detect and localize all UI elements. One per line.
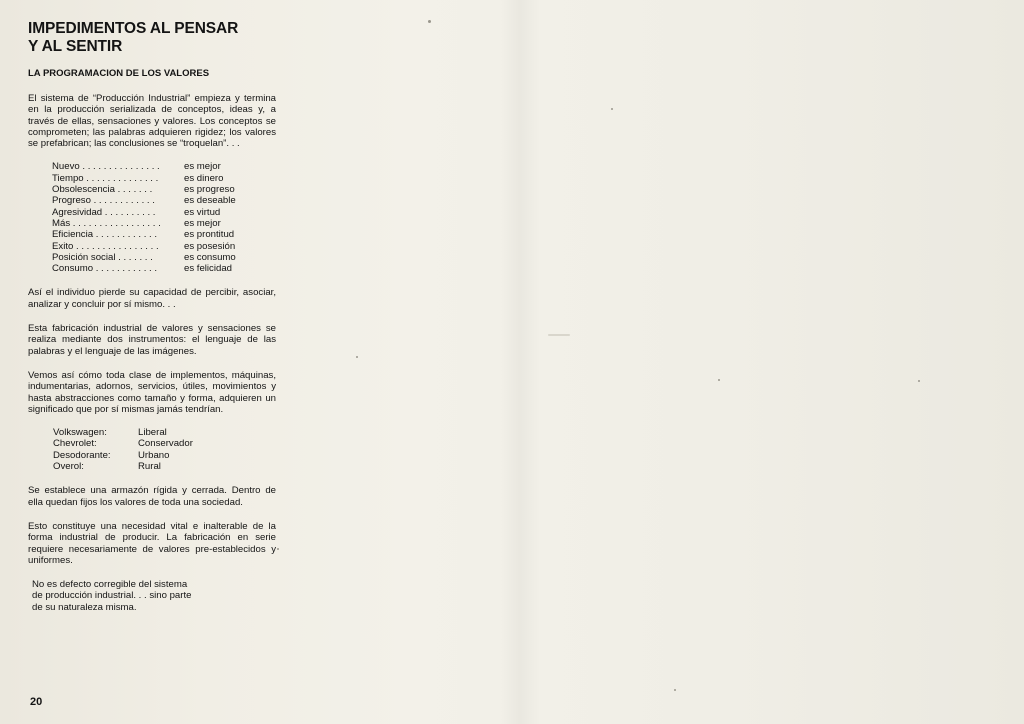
paper-speck [611,108,613,110]
closing-line: de su naturaleza misma. [32,601,137,613]
value-term: Obsolescencia . . . . . . . [52,184,153,196]
values-row [52,195,236,206]
brand-name: Overol: [53,461,84,473]
value-meaning: es felicidad [184,263,232,275]
value-term: Nuevo . . . . . . . . . . . . . . . [52,161,160,173]
closing-line: de producción industrial. . . sino parte [32,590,192,602]
values-row [52,207,236,218]
brands-row [53,450,193,461]
values-list [52,161,236,274]
value-term: Posición social . . . . . . . [52,251,153,263]
value-term: Agresividad . . . . . . . . . . [52,206,156,218]
value-term: Consumo . . . . . . . . . . . . [52,263,158,275]
intro-paragraph: El sistema de “Producción Industrial” empieza y termina en la producción serializada de conceptos, ideas y, a través de ellas, sensaciones y valores. Los conceptos se comprometen; las palabras adquieren rigidez; los valores se prefabrican; las conclusiones se “troquelan”. . . [28,93,276,150]
paper-speck [356,356,358,358]
value-meaning: es consumo [184,251,236,263]
values-row [52,218,236,229]
values-row [52,184,236,195]
brands-row [53,427,193,438]
paper-speck [674,689,676,691]
page-number: 20 [30,696,43,708]
value-meaning: es virtud [184,206,221,218]
values-row [52,161,236,172]
values-row [52,241,236,252]
article-column [28,20,276,613]
values-row [52,229,236,240]
value-meaning: es deseable [184,195,236,207]
value-meaning: es prontitud [184,229,235,241]
brand-name: Volkswagen: [53,427,107,439]
brand-label: Conservador [138,438,193,450]
article-title-line: IMPEDIMENTOS AL PENSAR [28,20,239,37]
paper-speck [718,379,720,381]
value-meaning: es mejor [184,217,221,229]
section-subtitle: LA PROGRAMACION DE LOS VALORES [28,68,210,79]
brands-list [53,427,193,472]
value-meaning: es posesión [184,240,236,252]
value-term: Exito . . . . . . . . . . . . . . . . [52,240,159,252]
brand-label: Urbano [138,449,170,461]
paper-speck [918,380,920,382]
brand-name: Desodorante: [53,449,111,461]
value-meaning: es dinero [184,172,224,184]
values-row [52,173,236,184]
value-term: Progreso . . . . . . . . . . . . [52,195,155,207]
value-meaning: es mejor [184,161,221,173]
paper-speck [277,548,279,550]
brands-row [53,461,193,472]
value-term: Tiempo . . . . . . . . . . . . . . [52,172,159,184]
body-paragraph: Esta fabricación industrial de valores y sensaciones se realiza mediante dos instrumentos: el lenguaje de las palabras y el lenguaje de las imágenes. [28,323,276,357]
paper-speck [428,20,431,23]
body-paragraph: Así el individuo pierde su capacidad de percibir, asociar, analizar y concluir por sí mismo. . . [28,287,276,310]
value-term: Eficiencia . . . . . . . . . . . . [52,229,158,241]
closing-paragraph [32,579,276,613]
value-meaning: es progreso [184,184,235,196]
body-paragraph: Se establece una armazón rígida y cerrada. Dentro de ella quedan fijos los valores de toda una sociedad. [28,485,276,508]
article-title-line: Y AL SENTIR [28,38,123,55]
brand-name: Chevrolet: [53,438,97,450]
article-title [28,20,276,56]
brand-label: Liberal [138,427,167,439]
values-row [52,263,236,274]
values-row [52,252,236,263]
closing-line: No es defecto corregible del sistema [32,579,188,591]
paper-speck [548,334,570,336]
body-paragraph: Esto constituye una necesidad vital e inalterable de la forma industrial de producir. La fabricación en serie requiere necesariamente de valores pre-establecidos y uniformes. [28,520,276,566]
book-gutter-shadow [500,0,540,724]
value-term: Más . . . . . . . . . . . . . . . . . [52,217,161,229]
brand-label: Rural [138,461,161,473]
body-paragraph: Vemos así cómo toda clase de implementos, máquinas, indumentarias, adornos, servicios, útiles, movimientos y hasta abstracciones como tamaño y forma, adquieren un significado que por sí mismas jamás tendrían. [28,369,276,415]
brands-row [53,438,193,449]
